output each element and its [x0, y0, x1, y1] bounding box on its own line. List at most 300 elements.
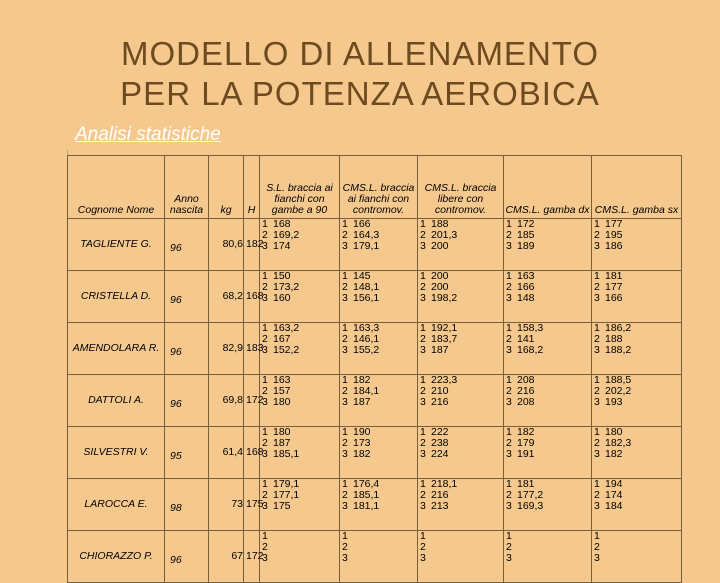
trial-value: 157	[273, 385, 291, 397]
trial-entry	[504, 542, 591, 553]
trial-number: 3	[262, 240, 268, 252]
birth-year: 95	[165, 427, 209, 479]
trial-value: 155,2	[353, 344, 380, 356]
trial-number: 2	[594, 541, 600, 553]
trial-value	[431, 553, 503, 564]
trial-value: 213	[431, 500, 449, 512]
trial-number: 3	[342, 552, 348, 564]
trial-number: 2	[420, 541, 426, 553]
athlete-name: LAROCCA E.	[68, 479, 165, 531]
trial-number: 1	[420, 322, 426, 334]
trial-value: 187	[431, 344, 449, 356]
trial-number: 3	[594, 344, 600, 356]
trial-value: 175	[273, 500, 291, 512]
cell-cms-braccia-fianchi	[340, 219, 418, 271]
trial-value: 173	[353, 437, 371, 449]
trial-number: 1	[420, 218, 426, 230]
trial-value: 187	[273, 437, 291, 449]
trial-number: 2	[262, 385, 268, 397]
trial-entry	[340, 427, 417, 438]
trial-value: 148	[517, 292, 535, 304]
trial-value: 222	[431, 426, 449, 438]
trial-number: 3	[594, 552, 600, 564]
trial-value: 177,2	[517, 489, 544, 501]
trial-number: 1	[506, 218, 512, 230]
trial-value: 152,2	[273, 344, 300, 356]
trial-entry	[418, 293, 503, 304]
cell-cms-braccia-libere	[418, 427, 504, 479]
birth-year: 96	[165, 271, 209, 323]
trial-entry	[418, 531, 503, 542]
height-cm: 172	[244, 375, 260, 427]
trial-entry	[592, 293, 681, 304]
trial-number: 3	[506, 448, 512, 460]
trial-value: 184,1	[353, 385, 380, 397]
trial-value: 176,4	[353, 478, 380, 490]
trial-value	[605, 553, 681, 564]
table-row	[68, 531, 682, 583]
table-row	[68, 271, 682, 323]
trial-entry	[592, 345, 681, 356]
trial-number: 2	[262, 229, 268, 241]
trial-entry	[340, 449, 417, 460]
table-body	[68, 219, 682, 583]
trial-value: 185,1	[273, 448, 300, 460]
trial-number: 2	[594, 229, 600, 241]
header-h: H	[244, 156, 260, 219]
weight-kg: 82,9	[209, 323, 244, 375]
trial-number: 1	[342, 374, 348, 386]
trial-number: 3	[262, 292, 268, 304]
trial-number: 1	[506, 270, 512, 282]
header-kg: kg	[209, 156, 244, 219]
trial-number: 1	[262, 478, 268, 490]
trial-value: 163,2	[273, 322, 300, 334]
trial-value: 191	[517, 448, 535, 460]
trial-entry	[260, 334, 339, 345]
trial-number: 1	[262, 270, 268, 282]
trial-value: 185,1	[353, 489, 380, 501]
cell-cms-braccia-libere	[418, 323, 504, 375]
cell-cms-gamba-dx	[504, 375, 592, 427]
trial-number: 3	[420, 292, 426, 304]
trial-entry	[260, 479, 339, 490]
trial-value: 177	[605, 281, 623, 293]
trial-value: 177,1	[273, 489, 300, 501]
trial-value: 183,7	[431, 333, 458, 345]
table-row	[68, 219, 682, 271]
trial-value: 158,3	[517, 322, 544, 334]
trial-entry	[592, 241, 681, 252]
cell-cms-braccia-fianchi	[340, 271, 418, 323]
trial-value: 201,3	[431, 229, 458, 241]
trial-number: 2	[420, 229, 426, 241]
trial-value: 168	[273, 218, 291, 230]
trial-number: 2	[506, 541, 512, 553]
trial-value: 208	[517, 396, 535, 408]
header-cms-braccia-fianchi: CMS.L. braccia ai fianchi con contromov.	[340, 156, 418, 219]
trial-value: 216	[431, 489, 449, 501]
trial-number: 3	[262, 500, 268, 512]
trial-number: 3	[506, 344, 512, 356]
trial-number: 1	[594, 322, 600, 334]
cell-sl	[260, 219, 340, 271]
cell-cms-braccia-libere	[418, 531, 504, 583]
cell-cms-gamba-dx	[504, 271, 592, 323]
title-line-1: MODELLO DI ALLENAMENTO	[120, 35, 600, 72]
trial-number: 3	[420, 344, 426, 356]
trial-number: 2	[262, 333, 268, 345]
trial-value: 200	[431, 240, 449, 252]
trial-number: 3	[506, 552, 512, 564]
trial-value: 173,2	[273, 281, 300, 293]
trial-entry	[418, 241, 503, 252]
trial-value: 174	[273, 240, 291, 252]
trial-value: 181	[517, 478, 535, 490]
athlete-name: CRISTELLA D.	[68, 271, 165, 323]
trial-value: 188,5	[605, 374, 632, 386]
trial-number: 3	[342, 396, 348, 408]
cell-sl	[260, 531, 340, 583]
trial-number: 2	[342, 281, 348, 293]
trial-value: 168,2	[517, 344, 544, 356]
cell-cms-braccia-libere	[418, 375, 504, 427]
trial-entry	[504, 345, 591, 356]
header-cms-gamba-dx: CMS.L. gamba dx	[504, 156, 592, 219]
trial-value: 185	[517, 229, 535, 241]
trial-number: 2	[342, 489, 348, 501]
trial-value: 182	[605, 448, 623, 460]
trial-value: 180	[605, 426, 623, 438]
trial-entry	[260, 375, 339, 386]
trial-value: 148,1	[353, 281, 380, 293]
trial-number: 3	[594, 396, 600, 408]
height-cm: 182	[244, 219, 260, 271]
header-cms-gamba-sx: CMS.L. gamba sx	[592, 156, 682, 219]
trial-entry	[260, 427, 339, 438]
trial-number: 1	[262, 426, 268, 438]
trial-entry	[260, 345, 339, 356]
table-row	[68, 323, 682, 375]
cell-cms-braccia-libere	[418, 219, 504, 271]
header-sl: S.L. braccia ai fianchi con gambe a 90	[260, 156, 340, 219]
athlete-name: AMENDOLARA R.	[68, 323, 165, 375]
trial-entry	[340, 542, 417, 553]
trial-number: 1	[342, 270, 348, 282]
trial-number: 2	[594, 333, 600, 345]
cell-sl	[260, 375, 340, 427]
trial-number: 2	[342, 437, 348, 449]
trial-number: 1	[342, 322, 348, 334]
cell-cms-braccia-libere	[418, 271, 504, 323]
trial-value: 238	[431, 437, 449, 449]
birth-year: 96	[165, 219, 209, 271]
trial-number: 1	[262, 374, 268, 386]
cell-cms-gamba-sx	[592, 479, 682, 531]
trial-value: 179,1	[273, 478, 300, 490]
trial-value: 182	[517, 426, 535, 438]
trial-number: 3	[420, 552, 426, 564]
trial-number: 2	[420, 281, 426, 293]
page-title	[0, 34, 720, 114]
weight-kg: 67	[209, 531, 244, 583]
header-cms-braccia-libere: CMS.L. braccia libere con contromov.	[418, 156, 504, 219]
trial-number: 2	[594, 281, 600, 293]
trial-value: 174	[605, 489, 623, 501]
weight-kg: 68,2	[209, 271, 244, 323]
trial-number: 3	[342, 240, 348, 252]
trial-number: 2	[420, 489, 426, 501]
trial-number: 3	[594, 500, 600, 512]
trial-value: 160	[273, 292, 291, 304]
trial-value: 186,2	[605, 322, 632, 334]
height-cm: 175	[244, 479, 260, 531]
trial-entry	[260, 271, 339, 282]
trial-entry	[504, 293, 591, 304]
trial-value: 200	[431, 270, 449, 282]
trial-value: 181	[605, 270, 623, 282]
trial-number: 3	[262, 448, 268, 460]
trial-value: 186	[605, 240, 623, 252]
trial-number: 1	[506, 374, 512, 386]
trial-value: 182	[353, 448, 371, 460]
trial-value: 202,2	[605, 385, 632, 397]
trial-value: 166	[353, 218, 371, 230]
trial-value	[517, 553, 591, 564]
trial-number: 2	[420, 333, 426, 345]
trial-number: 2	[506, 229, 512, 241]
trial-number: 3	[262, 552, 268, 564]
trial-entry	[340, 293, 417, 304]
trial-entry	[504, 397, 591, 408]
cell-cms-gamba-dx	[504, 427, 592, 479]
trial-entry	[592, 542, 681, 553]
height-cm: 168	[244, 427, 260, 479]
trial-value: 223,3	[431, 374, 458, 386]
trial-number: 2	[506, 385, 512, 397]
trial-number: 1	[262, 530, 268, 542]
trial-entry	[592, 501, 681, 512]
trial-number: 1	[342, 426, 348, 438]
header-year: Anno nascita	[165, 156, 209, 219]
trial-value: 188	[431, 218, 449, 230]
trial-number: 3	[420, 448, 426, 460]
trial-number: 1	[594, 530, 600, 542]
trial-entry	[592, 531, 681, 542]
trial-entry	[260, 230, 339, 241]
cell-sl	[260, 427, 340, 479]
trial-entry	[418, 397, 503, 408]
trial-entry	[260, 501, 339, 512]
cell-cms-braccia-fianchi	[340, 531, 418, 583]
trial-entry	[260, 219, 339, 230]
trial-entry	[260, 553, 339, 564]
title-line-2: PER LA POTENZA AEROBICA	[120, 75, 600, 112]
trial-value: 163	[517, 270, 535, 282]
trial-number: 3	[594, 240, 600, 252]
trial-number: 3	[262, 396, 268, 408]
trial-value	[353, 531, 417, 542]
trial-entry	[260, 282, 339, 293]
trial-number: 2	[262, 437, 268, 449]
trial-number: 1	[262, 322, 268, 334]
trial-entry	[340, 345, 417, 356]
cell-cms-gamba-sx	[592, 271, 682, 323]
trial-value: 218,1	[431, 478, 458, 490]
trial-number: 2	[420, 385, 426, 397]
trial-number: 3	[594, 448, 600, 460]
trial-number: 1	[420, 478, 426, 490]
trial-value: 177	[605, 218, 623, 230]
trial-value: 156,1	[353, 292, 380, 304]
trial-value: 193	[605, 396, 623, 408]
trial-entry	[260, 323, 339, 334]
trial-number: 3	[506, 292, 512, 304]
trial-value: 166	[605, 292, 623, 304]
cell-cms-gamba-dx	[504, 479, 592, 531]
trial-entry	[260, 397, 339, 408]
trial-number: 1	[594, 478, 600, 490]
trial-value: 146,1	[353, 333, 380, 345]
trial-number: 1	[420, 374, 426, 386]
birth-year: 96	[165, 323, 209, 375]
trial-number: 3	[342, 448, 348, 460]
height-cm: 168	[244, 271, 260, 323]
athlete-name: SILVESTRI V.	[68, 427, 165, 479]
trial-value: 141	[517, 333, 535, 345]
trial-value: 198,2	[431, 292, 458, 304]
trial-entry	[340, 501, 417, 512]
cell-cms-gamba-sx	[592, 531, 682, 583]
trial-entry	[260, 241, 339, 252]
cell-cms-gamba-sx	[592, 323, 682, 375]
trial-number: 1	[594, 374, 600, 386]
trial-number: 3	[262, 344, 268, 356]
trial-value	[605, 531, 681, 542]
trial-value	[273, 553, 339, 564]
trial-value: 189	[517, 240, 535, 252]
trial-entry	[340, 386, 417, 397]
cell-cms-gamba-sx	[592, 219, 682, 271]
trial-entry	[504, 241, 591, 252]
cell-cms-gamba-dx	[504, 219, 592, 271]
trial-value: 163	[273, 374, 291, 386]
trial-number: 1	[342, 218, 348, 230]
trial-number: 2	[342, 541, 348, 553]
cell-cms-braccia-libere	[418, 479, 504, 531]
trial-value: 182	[353, 374, 371, 386]
trial-number: 2	[506, 437, 512, 449]
cell-sl	[260, 271, 340, 323]
trial-number: 2	[506, 333, 512, 345]
athlete-name: DATTOLI A.	[68, 375, 165, 427]
trial-value: 167	[273, 333, 291, 345]
trial-number: 3	[420, 500, 426, 512]
trial-value: 216	[431, 396, 449, 408]
trial-entry	[260, 438, 339, 449]
trial-entry	[260, 386, 339, 397]
trial-number: 3	[506, 396, 512, 408]
trial-entry	[340, 438, 417, 449]
trial-number: 2	[506, 489, 512, 501]
trial-number: 3	[342, 344, 348, 356]
trial-number: 1	[262, 218, 268, 230]
trial-number: 3	[420, 396, 426, 408]
trial-value: 172	[517, 218, 535, 230]
trial-number: 2	[594, 385, 600, 397]
trial-number: 2	[262, 281, 268, 293]
trial-number: 3	[342, 500, 348, 512]
trial-number: 1	[594, 218, 600, 230]
trial-entry	[504, 501, 591, 512]
trial-entry	[418, 542, 503, 553]
trial-entry	[260, 293, 339, 304]
trial-value: 164,3	[353, 229, 380, 241]
trial-value: 182,3	[605, 437, 632, 449]
table-row	[68, 375, 682, 427]
trial-value: 194	[605, 478, 623, 490]
birth-year: 98	[165, 479, 209, 531]
cell-cms-gamba-sx	[592, 375, 682, 427]
trial-entry	[592, 553, 681, 564]
trial-value	[517, 531, 591, 542]
cell-sl	[260, 479, 340, 531]
height-cm: 183	[244, 323, 260, 375]
trial-entry	[418, 553, 503, 564]
trial-number: 2	[420, 437, 426, 449]
trial-number: 1	[420, 530, 426, 542]
trial-value: 195	[605, 229, 623, 241]
trial-number: 2	[262, 489, 268, 501]
trial-number: 2	[342, 229, 348, 241]
cell-cms-braccia-fianchi	[340, 375, 418, 427]
trial-value: 169,2	[273, 229, 300, 241]
trial-value	[517, 542, 591, 553]
trial-number: 1	[506, 322, 512, 334]
trial-value: 181,1	[353, 500, 380, 512]
trial-number: 1	[506, 426, 512, 438]
trial-number: 2	[342, 333, 348, 345]
header-name: Cognome Nome	[68, 156, 165, 219]
trial-entry	[418, 449, 503, 460]
trial-entry	[260, 449, 339, 460]
trial-entry	[504, 449, 591, 460]
height-cm: 172	[244, 531, 260, 583]
trial-entry	[592, 397, 681, 408]
trial-number: 1	[506, 478, 512, 490]
trial-number: 2	[506, 281, 512, 293]
cell-cms-braccia-fianchi	[340, 479, 418, 531]
trial-value: 224	[431, 448, 449, 460]
trial-value: 187	[353, 396, 371, 408]
trial-entry	[340, 241, 417, 252]
trial-number: 1	[420, 426, 426, 438]
cell-cms-gamba-dx	[504, 531, 592, 583]
trial-number: 3	[342, 292, 348, 304]
cell-cms-gamba-dx	[504, 323, 592, 375]
trial-value: 145	[353, 270, 371, 282]
trial-value: 150	[273, 270, 291, 282]
table-row	[68, 479, 682, 531]
trial-value: 184	[605, 500, 623, 512]
trial-value: 169,3	[517, 500, 544, 512]
trial-value: 208	[517, 374, 535, 386]
trial-value: 180	[273, 426, 291, 438]
trial-entry	[340, 397, 417, 408]
trial-number: 1	[594, 426, 600, 438]
trial-value: 166	[517, 281, 535, 293]
trial-entry	[592, 449, 681, 460]
